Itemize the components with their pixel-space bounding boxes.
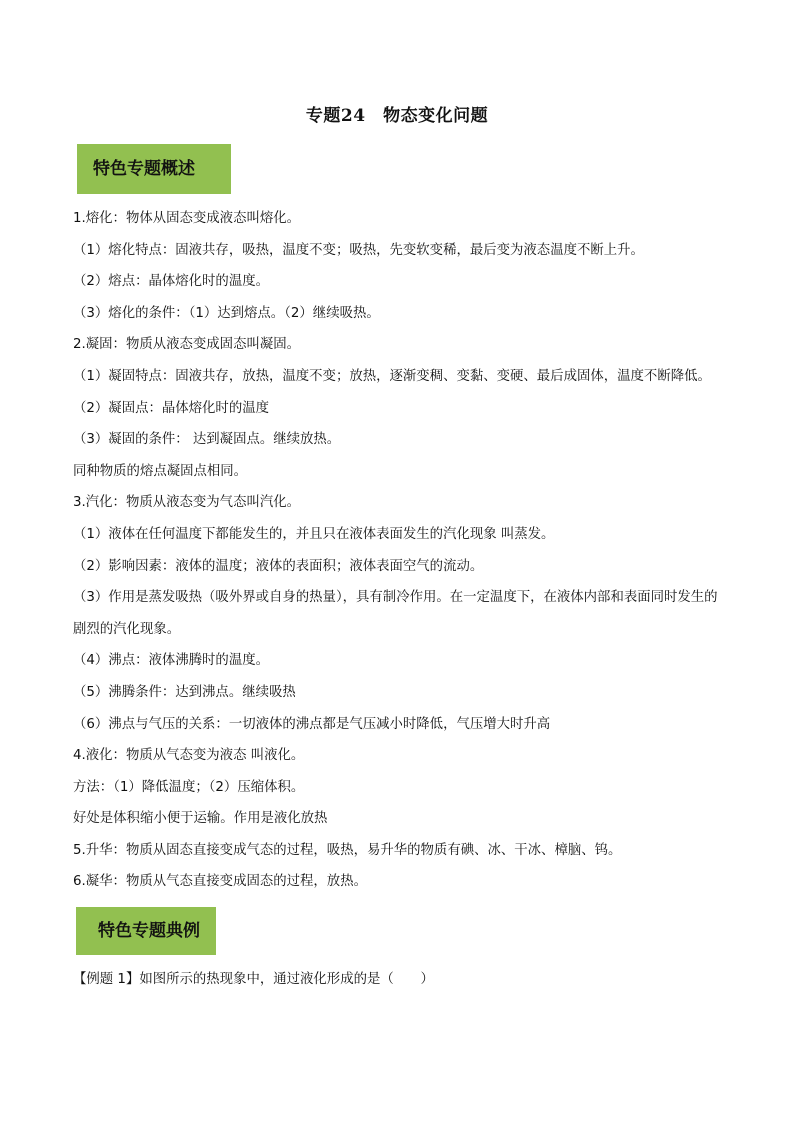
content-line: （3）作用是蒸发吸热（吸外界或自身的热量），具有制冷作用。在一定温度下，在液体内部和表面同时发生的剧烈的汽化现象。	[73, 590, 718, 637]
content-line: （5）沸腾条件：达到沸点。继续吸热	[73, 684, 296, 700]
content-line: 4.液化：物质从气态变为液态 叫液化。	[73, 748, 305, 764]
content-line: 好处是体积缩小便于运输。作用是液化放热	[73, 811, 328, 827]
content-line: 1.熔化：物体从固态变成液态叫熔化。	[73, 211, 301, 226]
content-line: （3）熔化的条件：（1）达到熔点。（2）继续吸热。	[73, 305, 380, 321]
section-banner-overview: 特色专题概述	[77, 144, 231, 194]
content-line: （2）凝固点：晶体熔化时的温度	[73, 400, 269, 416]
content-line: 2.凝固：物质从液态变成固态叫凝固。	[73, 337, 301, 353]
content-line: （3）凝固的条件： 达到凝固点。继续放热。	[73, 432, 341, 448]
overview-content	[73, 203, 729, 898]
section-banner-examples: 特色专题典例	[76, 907, 216, 955]
example-question: 【例题 1】如图所示的热现象中，通过液化形成的是（ ）	[73, 972, 434, 987]
content-line: （2）影响因素：液体的温度；液体的表面积；液体表面空气的流动。	[73, 558, 484, 574]
content-line: 5.升华：物质从固态直接变成气态的过程，吸热，易升华的物质有碘、冰、干冰、樟脑、钨。	[73, 842, 622, 858]
content-line: （1）熔化特点：固液共存，吸热，温度不变；吸热，先变软变稀，最后变为液态温度不断上升。	[73, 242, 644, 258]
page-title: 专题24 物态变化问题	[305, 106, 489, 126]
content-line: （1）液体在任何温度下都能发生的，并且只在液体表面发生的汽化现象 叫蒸发。	[73, 526, 555, 542]
content-line: （4）沸点：液体沸腾时的温度。	[73, 653, 269, 669]
content-line: （1）凝固特点：固液共存，放热，温度不变；放热，逐渐变稠、变黏、变硬、最后成固体，温度不断降低。	[73, 368, 711, 384]
content-line: 同种物质的熔点凝固点相同。	[73, 463, 248, 479]
content-line: （6）沸点与气压的关系：一切液体的沸点都是气压减小时降低，气压增大时升高	[73, 716, 551, 732]
content-line: 3.汽化：物质从液态变为气态叫汽化。	[73, 495, 301, 511]
content-line: 方法：（1）降低温度；（2）压缩体积。	[73, 779, 305, 795]
content-line: 6.凝华：物质从气态直接变成固态的过程，放热。	[73, 874, 367, 890]
content-line: （2）熔点：晶体熔化时的温度。	[73, 274, 269, 290]
